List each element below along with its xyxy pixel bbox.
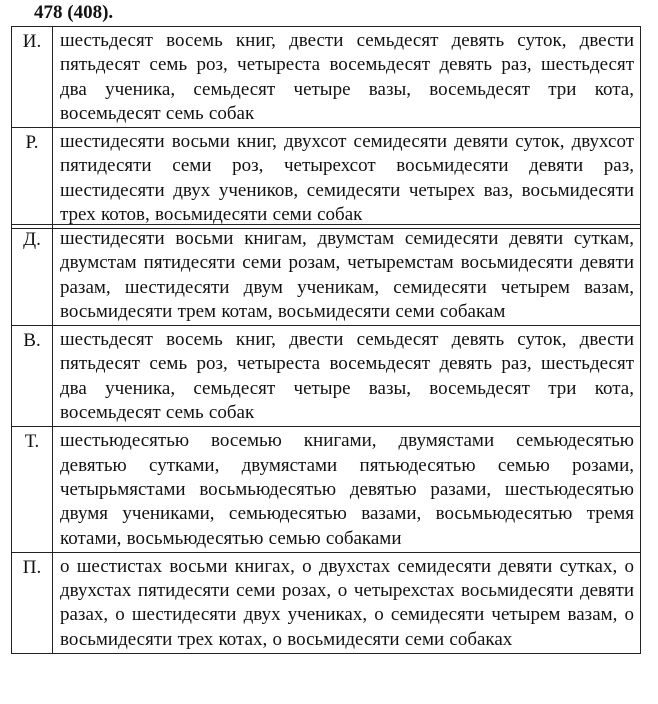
case-forms: шестьдесят восемь книг, двести семьдесят девять суток, двести пятьдесят семь роз, четыреста восемьдесят девять раз, шестьдесят два ученика, семьдесят четыре вазы, восемьдесят три кота, восемьдесят семь собак xyxy=(53,326,641,427)
case-label: Д. xyxy=(12,225,53,326)
case-forms: шестидесяти восьми книг, двухсот семидесяти девяти суток, двухсот пятидесяти семи роз, четырехсот восьмидесяти девяти раз, шестидесяти двух учеников, семидесяти четырех ваз, восьмидесяти трех котов, восьмидесяти семи собак xyxy=(53,128,641,229)
table-row xyxy=(12,128,641,229)
declension-table-top xyxy=(11,26,641,229)
table-row xyxy=(12,225,641,326)
table-row xyxy=(12,427,641,552)
case-forms: шестидесяти восьми книгам, двумстам семидесяти девяти суткам, двумстам пятидесяти семи розам, четыремстам восьмидесяти девяти разам, шестидесяти двум ученикам, семидесяти четырем вазам, восьмидесяти трем котам, восьмидесяти семи собакам xyxy=(53,225,641,326)
exercise-title: 478 (408). xyxy=(34,2,114,23)
table-row xyxy=(12,27,641,128)
case-forms: о шестистах восьми книгах, о двухстах семидесяти девяти сутках, о двухстах пятидесяти семи розах, о четырехстах восьмидесяти девяти разах, о шестидесяти двух учениках, о семидесяти четырем вазам, о восьмидесяти трех котах, о восьмидесяти семи собаках xyxy=(53,552,641,653)
table-row xyxy=(12,326,641,427)
case-label: Р. xyxy=(12,128,53,229)
case-label: П. xyxy=(12,552,53,653)
case-label: Т. xyxy=(12,427,53,552)
case-forms: шестьюдесятью восемью книгами, двумястами семьюдесятью девятью сутками, двумястами пятьюдесятью семью розами, четырьмястами восьмьюдесятью девятью разами, шестьюдесятью двумя учениками, семьюдесятью вазами, восьмьюдесятью тремя котами, восьмьюдесятью семью собаками xyxy=(53,427,641,552)
case-label: И. xyxy=(12,27,53,128)
declension-table-bottom xyxy=(11,224,641,654)
table-row xyxy=(12,552,641,653)
case-forms: шестьдесят восемь книг, двести семьдесят девять суток, двести пятьдесят семь роз, четыреста восемьдесят девять раз, шестьдесят два ученика, семьдесят четыре вазы, восемьдесят три кота, восемьдесят семь собак xyxy=(53,27,641,128)
case-label: В. xyxy=(12,326,53,427)
